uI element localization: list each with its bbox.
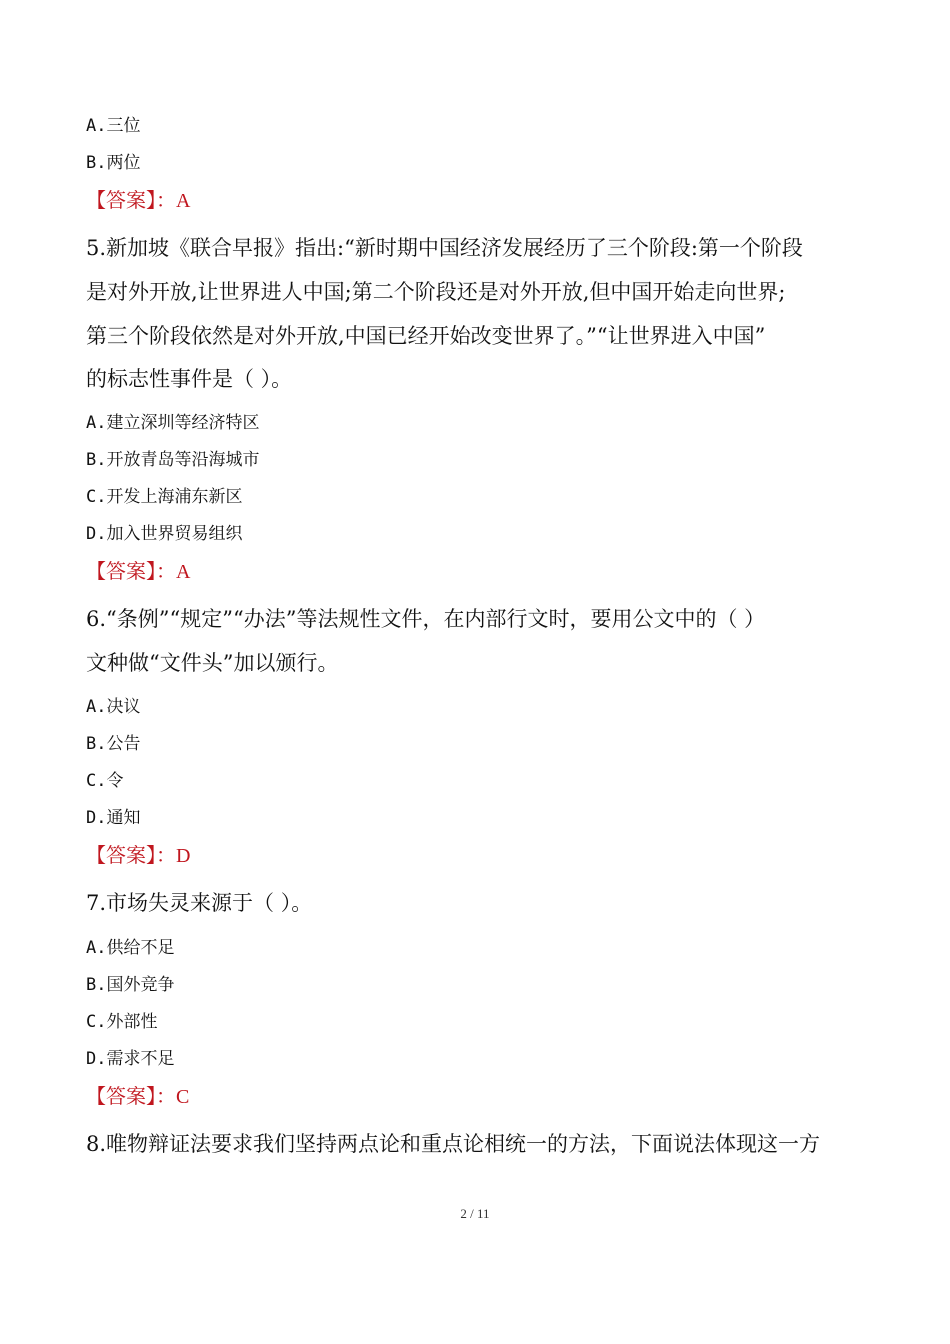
question-6-line-1: 6.“条例”“规定”“办法”等法规性文件，在内部行文时，要用公文中的（ ） [86,607,766,631]
answer-line [86,1083,189,1110]
option-c: C.令 [86,771,124,791]
question-5-line-3: 第三个阶段依然是对外开放,中国已经开始改变世界了。”“让世界进入中国” [86,324,766,348]
option-a: A.建立深圳等经济特区 [86,413,260,433]
option-d: D.通知 [86,808,141,828]
option-b: B.公告 [86,734,141,754]
answer-label: 【答案】： [86,188,176,212]
option-b: B.国外竞争 [86,975,175,995]
answer-label: 【答案】： [86,843,176,867]
question-5-line-2: 是对外开放,让世界进人中国;第二个阶段还是对外开放,但中国开始走向世界; [86,280,786,304]
answer-value: A [176,561,191,583]
option-c: C.外部性 [86,1012,158,1032]
question-5-line-1: 5.新加坡《联合早报》指出:“新时期中国经济发展经历了三个阶段:第一个阶段 [86,236,803,260]
question-7-line-1: 7.市场失灵来源于（ ）。 [86,891,313,915]
option-d: D.加入世界贸易组织 [86,524,243,544]
option-c: C.开发上海浦东新区 [86,487,243,507]
answer-label: 【答案】： [86,559,176,583]
answer-line [86,558,190,585]
answer-line [86,187,190,214]
answer-label: 【答案】： [86,1084,176,1108]
option-b: B.两位 [86,153,141,173]
option-a: A.三位 [86,116,141,136]
answer-value: A [176,190,191,212]
answer-value: C [176,1086,190,1108]
option-a: A.决议 [86,697,141,717]
answer-line [86,842,190,869]
page-number: 2 / 11 [460,1206,490,1221]
question-5-line-4: 的标志性事件是（ ）。 [86,367,293,391]
question-8-line-1: 8.唯物辩证法要求我们坚持两点论和重点论相统一的方法，下面说法体现这一方 [86,1132,821,1156]
option-d: D.需求不足 [86,1049,175,1069]
question-6-line-2: 文种做“文件头”加以颁行。 [86,651,339,675]
option-b: B.开放青岛等沿海城市 [86,450,260,470]
option-a: A.供给不足 [86,938,175,958]
answer-value: D [176,845,191,867]
